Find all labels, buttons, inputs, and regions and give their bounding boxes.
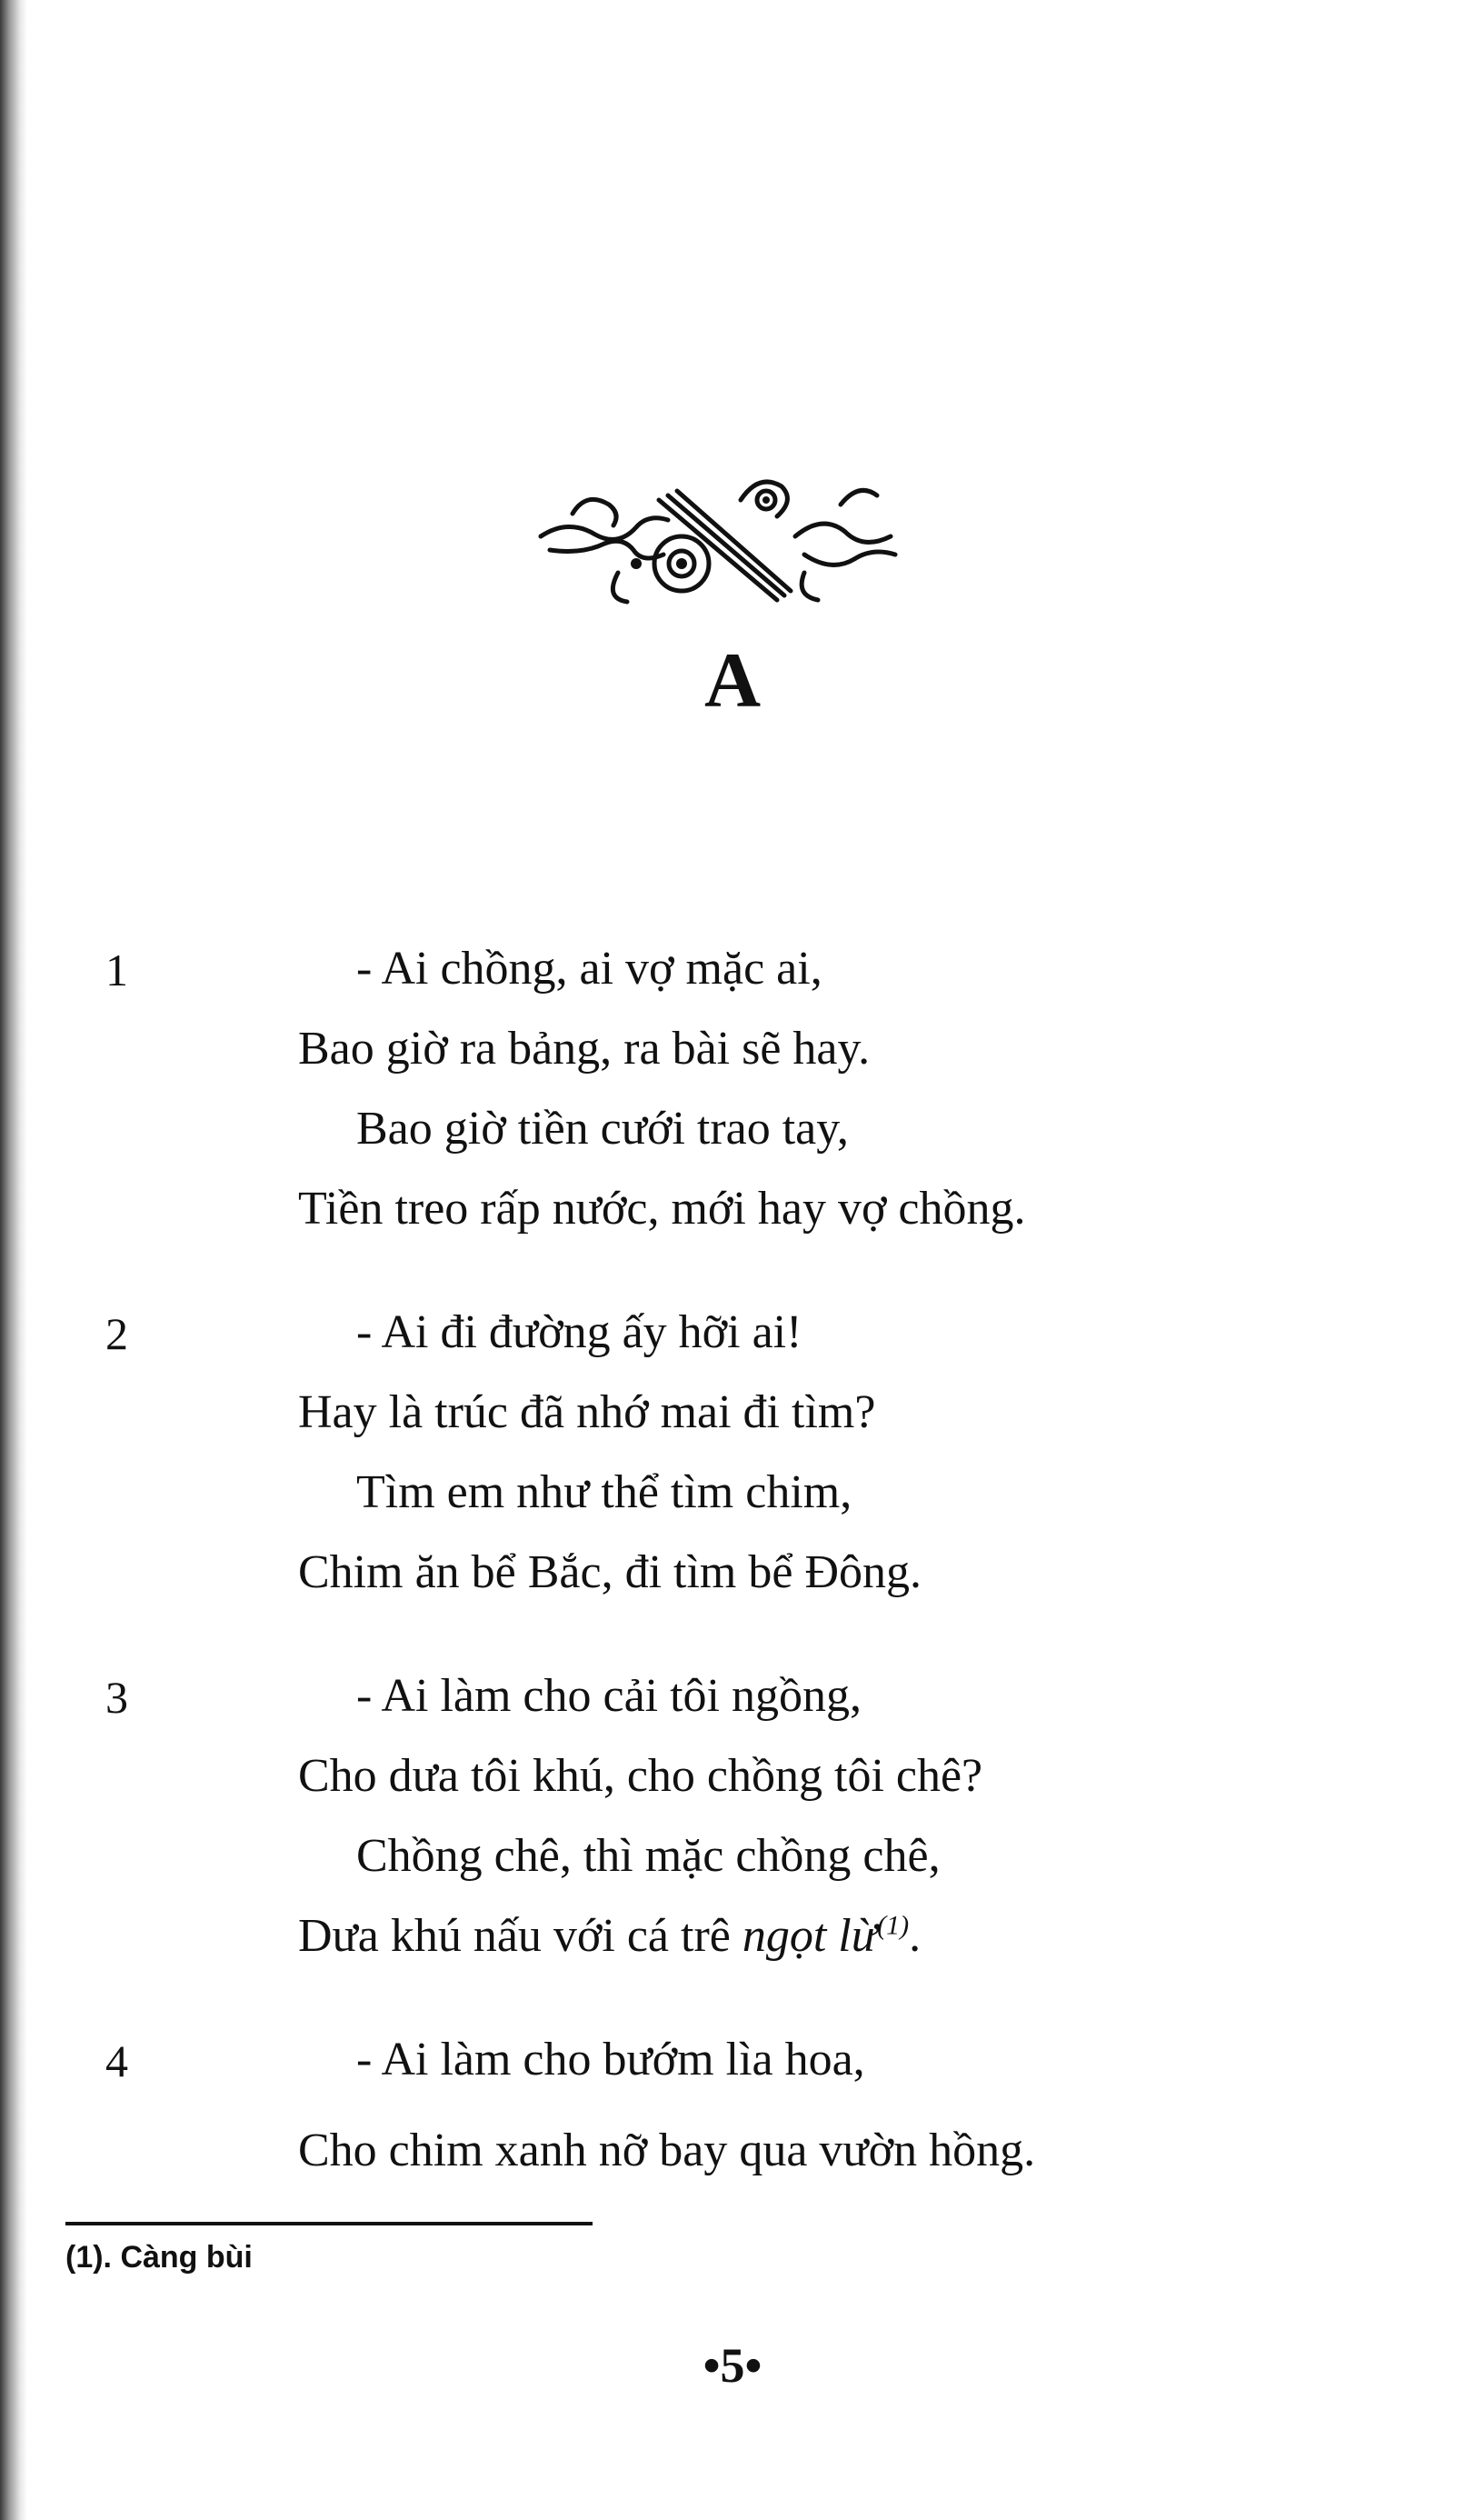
poem-number: 3 <box>105 1672 128 1723</box>
poem-line: - Ai làm cho bướm lìa hoa, <box>356 2034 865 2085</box>
section-heading: A <box>703 636 762 724</box>
poem-line: Bao giờ tiền cưới trao tay, <box>356 1103 849 1155</box>
poem-line-text: Dưa khú nấu với cá trê <box>298 1910 742 1962</box>
poem-line: Chim ăn bể Bắc, đi tìm bể Đông. <box>298 1546 922 1598</box>
footnote-divider <box>65 2222 593 2225</box>
page-number: •5• <box>703 2338 762 2393</box>
poem-number: 1 <box>105 945 128 995</box>
poem-line: - Ai chồng, ai vợ mặc ai, <box>356 943 822 995</box>
line-end-punctuation: . <box>909 1910 922 1962</box>
footnote-marker: (1) <box>877 1910 910 1941</box>
poem-number: 4 <box>105 2035 128 2086</box>
poem-line: Bao giờ ra bảng, ra bài sẽ hay. <box>298 1023 871 1075</box>
poem-line: Tìm em như thể tìm chim, <box>356 1466 852 1518</box>
poem-line: Tiền treo rấp nước, mới hay vợ chồng. <box>298 1183 1026 1235</box>
poem-line: Cho chim xanh nỡ bay qua vườn hồng. <box>298 2125 1036 2176</box>
poem-line-with-note <box>298 1910 922 1962</box>
poem-number: 2 <box>105 1308 128 1359</box>
poem-line: Hay là trúc đã nhớ mai đi tìm? <box>298 1386 876 1438</box>
annotated-term: ngọt lừ <box>742 1910 878 1962</box>
footnote: (1). Càng bùi <box>65 2240 253 2275</box>
decorative-ornament-icon <box>532 464 904 609</box>
poem-line: - Ai làm cho cải tôi ngồng, <box>356 1670 862 1722</box>
poem-line: - Ai đi đường ấy hỡi ai! <box>356 1306 802 1358</box>
page-binding-shadow <box>0 0 27 2520</box>
poem-line: Chồng chê, thì mặc chồng chê, <box>356 1830 941 1882</box>
poem-line: Cho dưa tôi khú, cho chồng tôi chê? <box>298 1750 983 1802</box>
